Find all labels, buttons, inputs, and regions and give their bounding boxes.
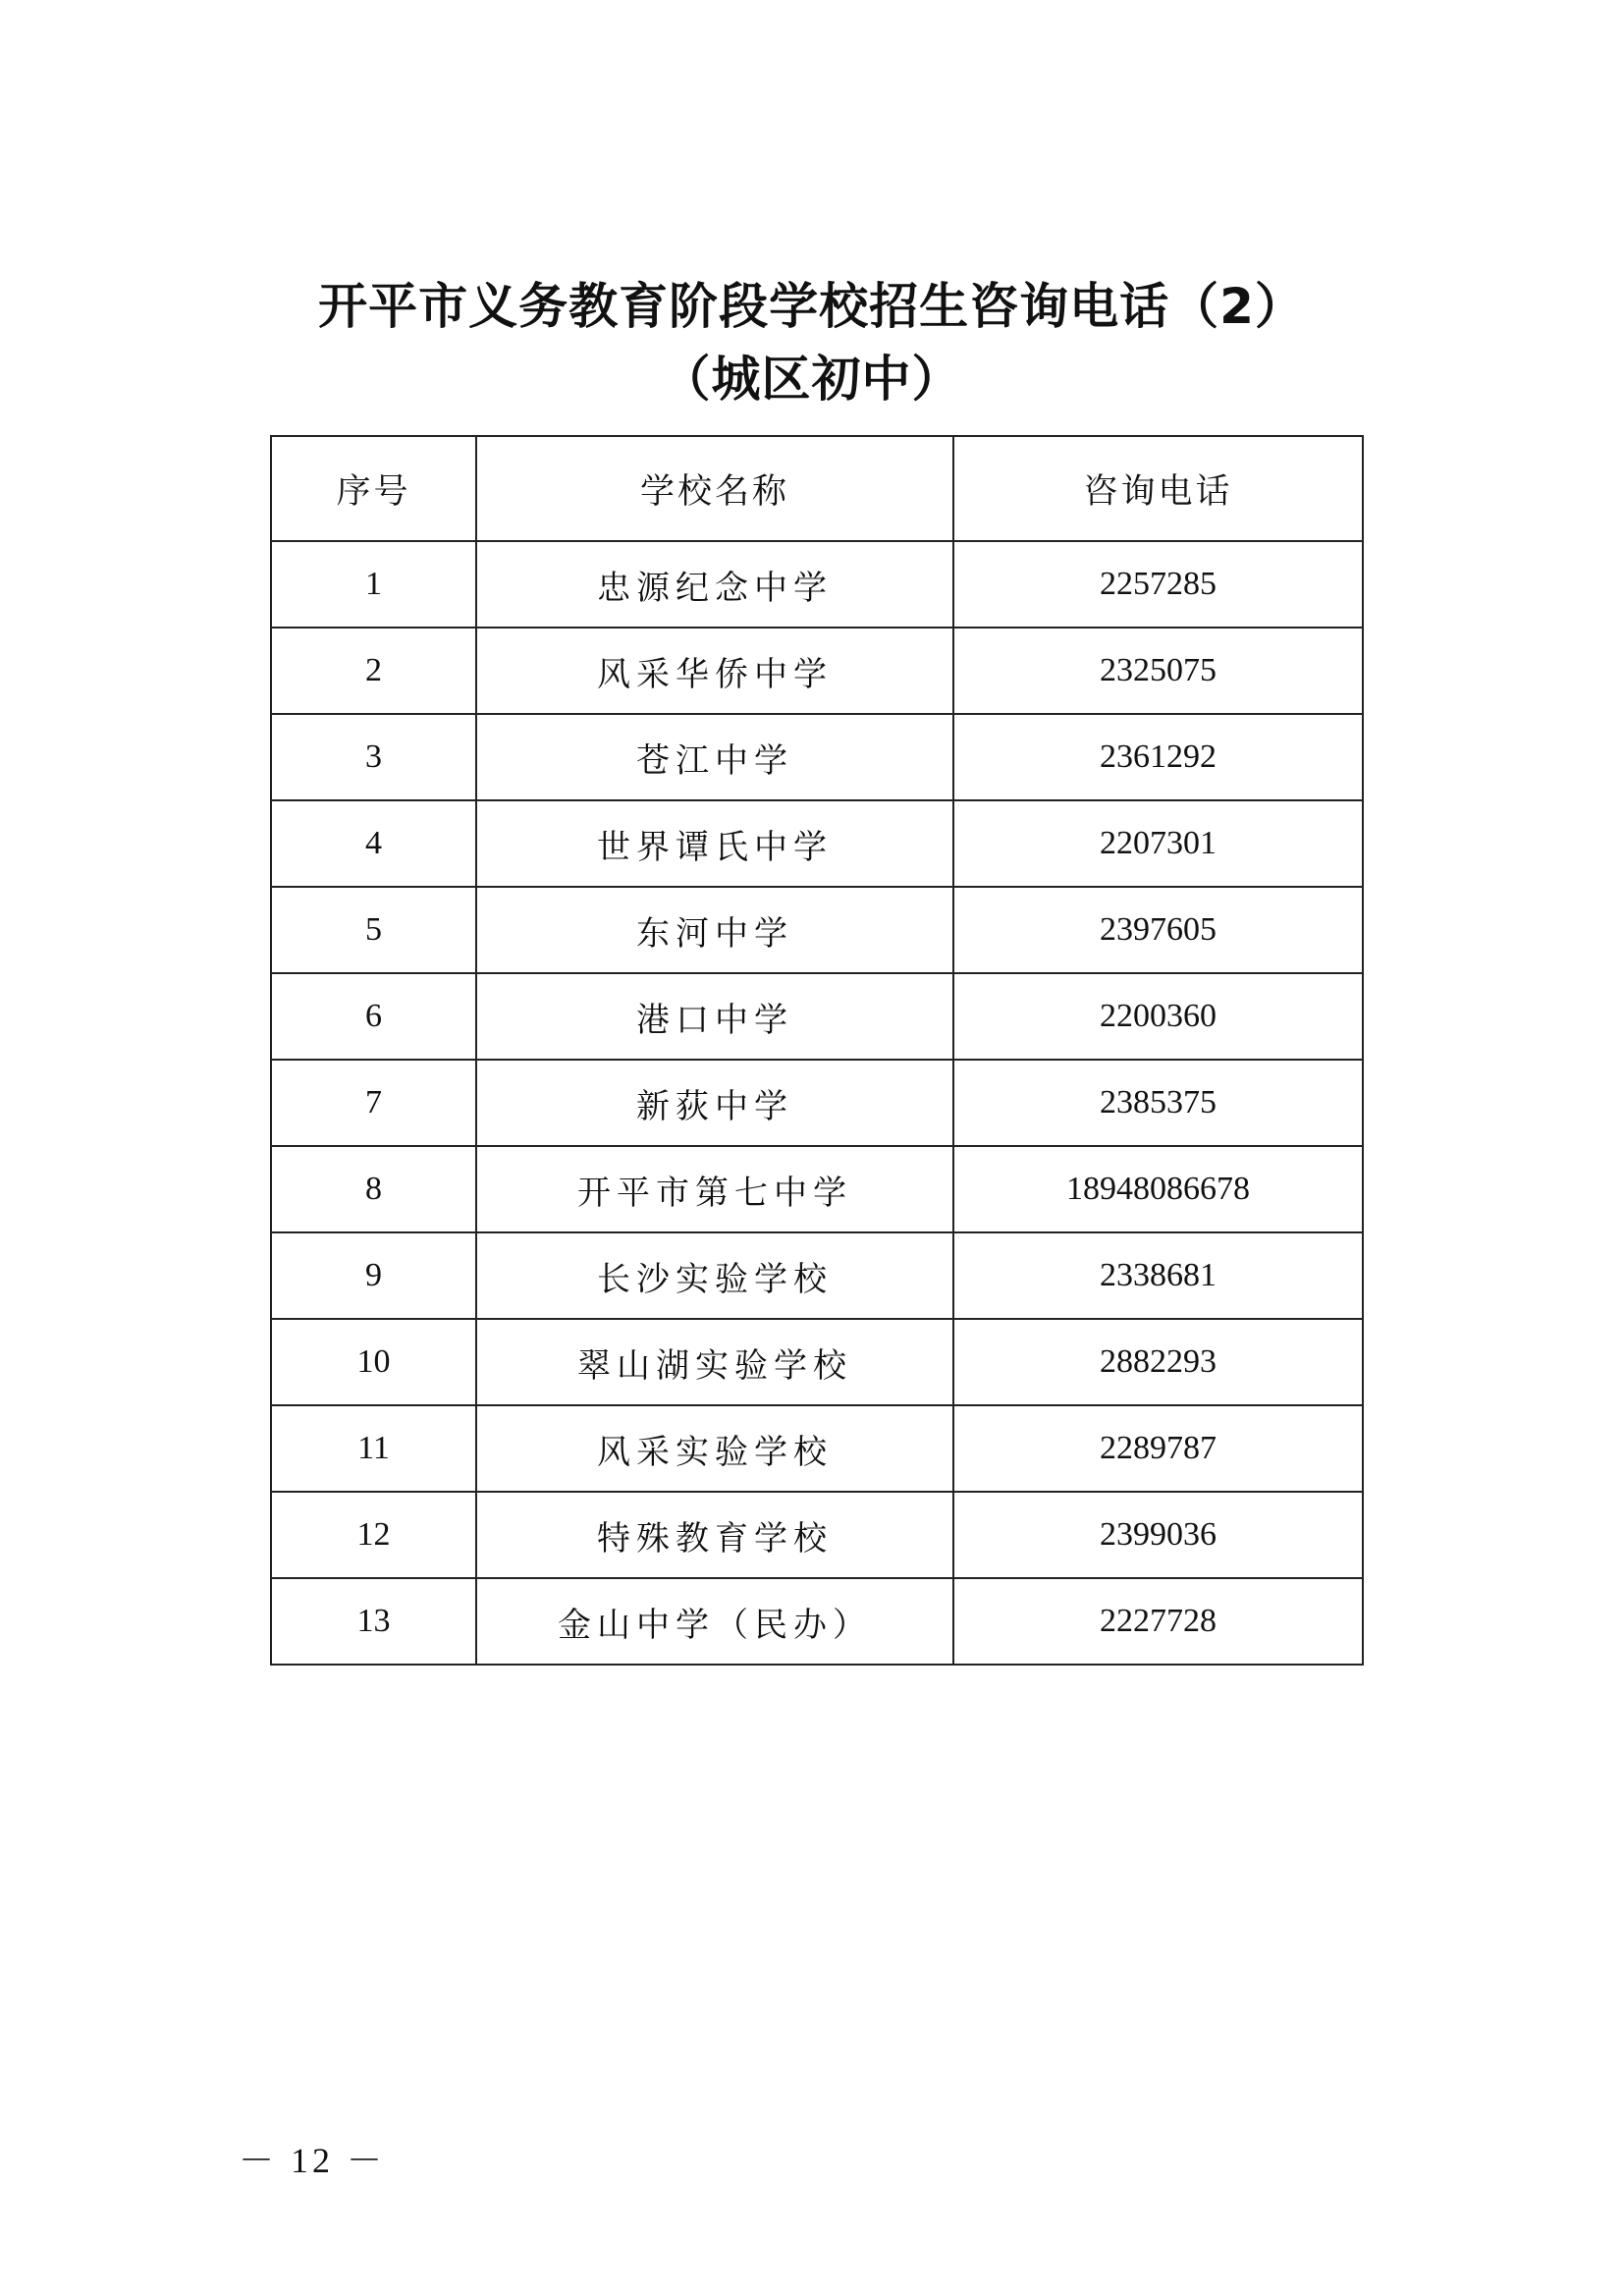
row-school: 苍江中学 xyxy=(476,714,953,800)
row-index: 7 xyxy=(271,1060,476,1146)
row-index: 11 xyxy=(271,1405,476,1492)
row-school: 风采华侨中学 xyxy=(476,628,953,714)
table-row xyxy=(271,800,1363,887)
row-phone: 2207301 xyxy=(953,800,1363,887)
row-phone: 2338681 xyxy=(953,1232,1363,1319)
row-index: 13 xyxy=(271,1578,476,1665)
table-row xyxy=(271,1578,1363,1665)
row-phone: 2257285 xyxy=(953,541,1363,628)
table-row xyxy=(271,1060,1363,1146)
table-row xyxy=(271,1146,1363,1232)
row-school: 世界谭氏中学 xyxy=(476,800,953,887)
header-phone: 咨询电话 xyxy=(953,436,1363,541)
table-header-row xyxy=(271,436,1363,541)
row-index: 1 xyxy=(271,541,476,628)
table-row xyxy=(271,1492,1363,1578)
row-school: 特殊教育学校 xyxy=(476,1492,953,1578)
row-index: 4 xyxy=(271,800,476,887)
row-index: 9 xyxy=(271,1232,476,1319)
table-row xyxy=(271,628,1363,714)
document-subtitle: （城区初中） xyxy=(661,351,962,408)
row-phone: 2361292 xyxy=(953,714,1363,800)
row-school: 新荻中学 xyxy=(476,1060,953,1146)
table-row xyxy=(271,541,1363,628)
row-index: 6 xyxy=(271,973,476,1060)
table-row xyxy=(271,1232,1363,1319)
row-phone: 2200360 xyxy=(953,973,1363,1060)
row-phone: 2882293 xyxy=(953,1319,1363,1405)
row-school: 东河中学 xyxy=(476,887,953,973)
table-row xyxy=(271,1405,1363,1492)
page-number: － 12 － xyxy=(239,2141,387,2180)
row-index: 12 xyxy=(271,1492,476,1578)
table-row xyxy=(271,1319,1363,1405)
contacts-table xyxy=(270,435,1364,1666)
row-phone: 2399036 xyxy=(953,1492,1363,1578)
row-school: 风采实验学校 xyxy=(476,1405,953,1492)
row-phone: 2325075 xyxy=(953,628,1363,714)
row-index: 8 xyxy=(271,1146,476,1232)
row-school: 长沙实验学校 xyxy=(476,1232,953,1319)
row-phone: 2385375 xyxy=(953,1060,1363,1146)
row-phone: 2397605 xyxy=(953,887,1363,973)
row-school: 开平市第七中学 xyxy=(476,1146,953,1232)
row-phone: 2227728 xyxy=(953,1578,1363,1665)
row-school: 忠源纪念中学 xyxy=(476,541,953,628)
document-title: 开平市义务教育阶段学校招生咨询电话（2） xyxy=(318,278,1305,335)
row-index: 3 xyxy=(271,714,476,800)
row-phone: 2289787 xyxy=(953,1405,1363,1492)
table-row xyxy=(271,973,1363,1060)
header-school: 学校名称 xyxy=(476,436,953,541)
row-school: 翠山湖实验学校 xyxy=(476,1319,953,1405)
row-index: 2 xyxy=(271,628,476,714)
row-phone: 18948086678 xyxy=(953,1146,1363,1232)
row-school: 港口中学 xyxy=(476,973,953,1060)
row-index: 5 xyxy=(271,887,476,973)
table-row xyxy=(271,887,1363,973)
row-index: 10 xyxy=(271,1319,476,1405)
row-school: 金山中学（民办） xyxy=(476,1578,953,1665)
header-index: 序号 xyxy=(271,436,476,541)
table-row xyxy=(271,714,1363,800)
